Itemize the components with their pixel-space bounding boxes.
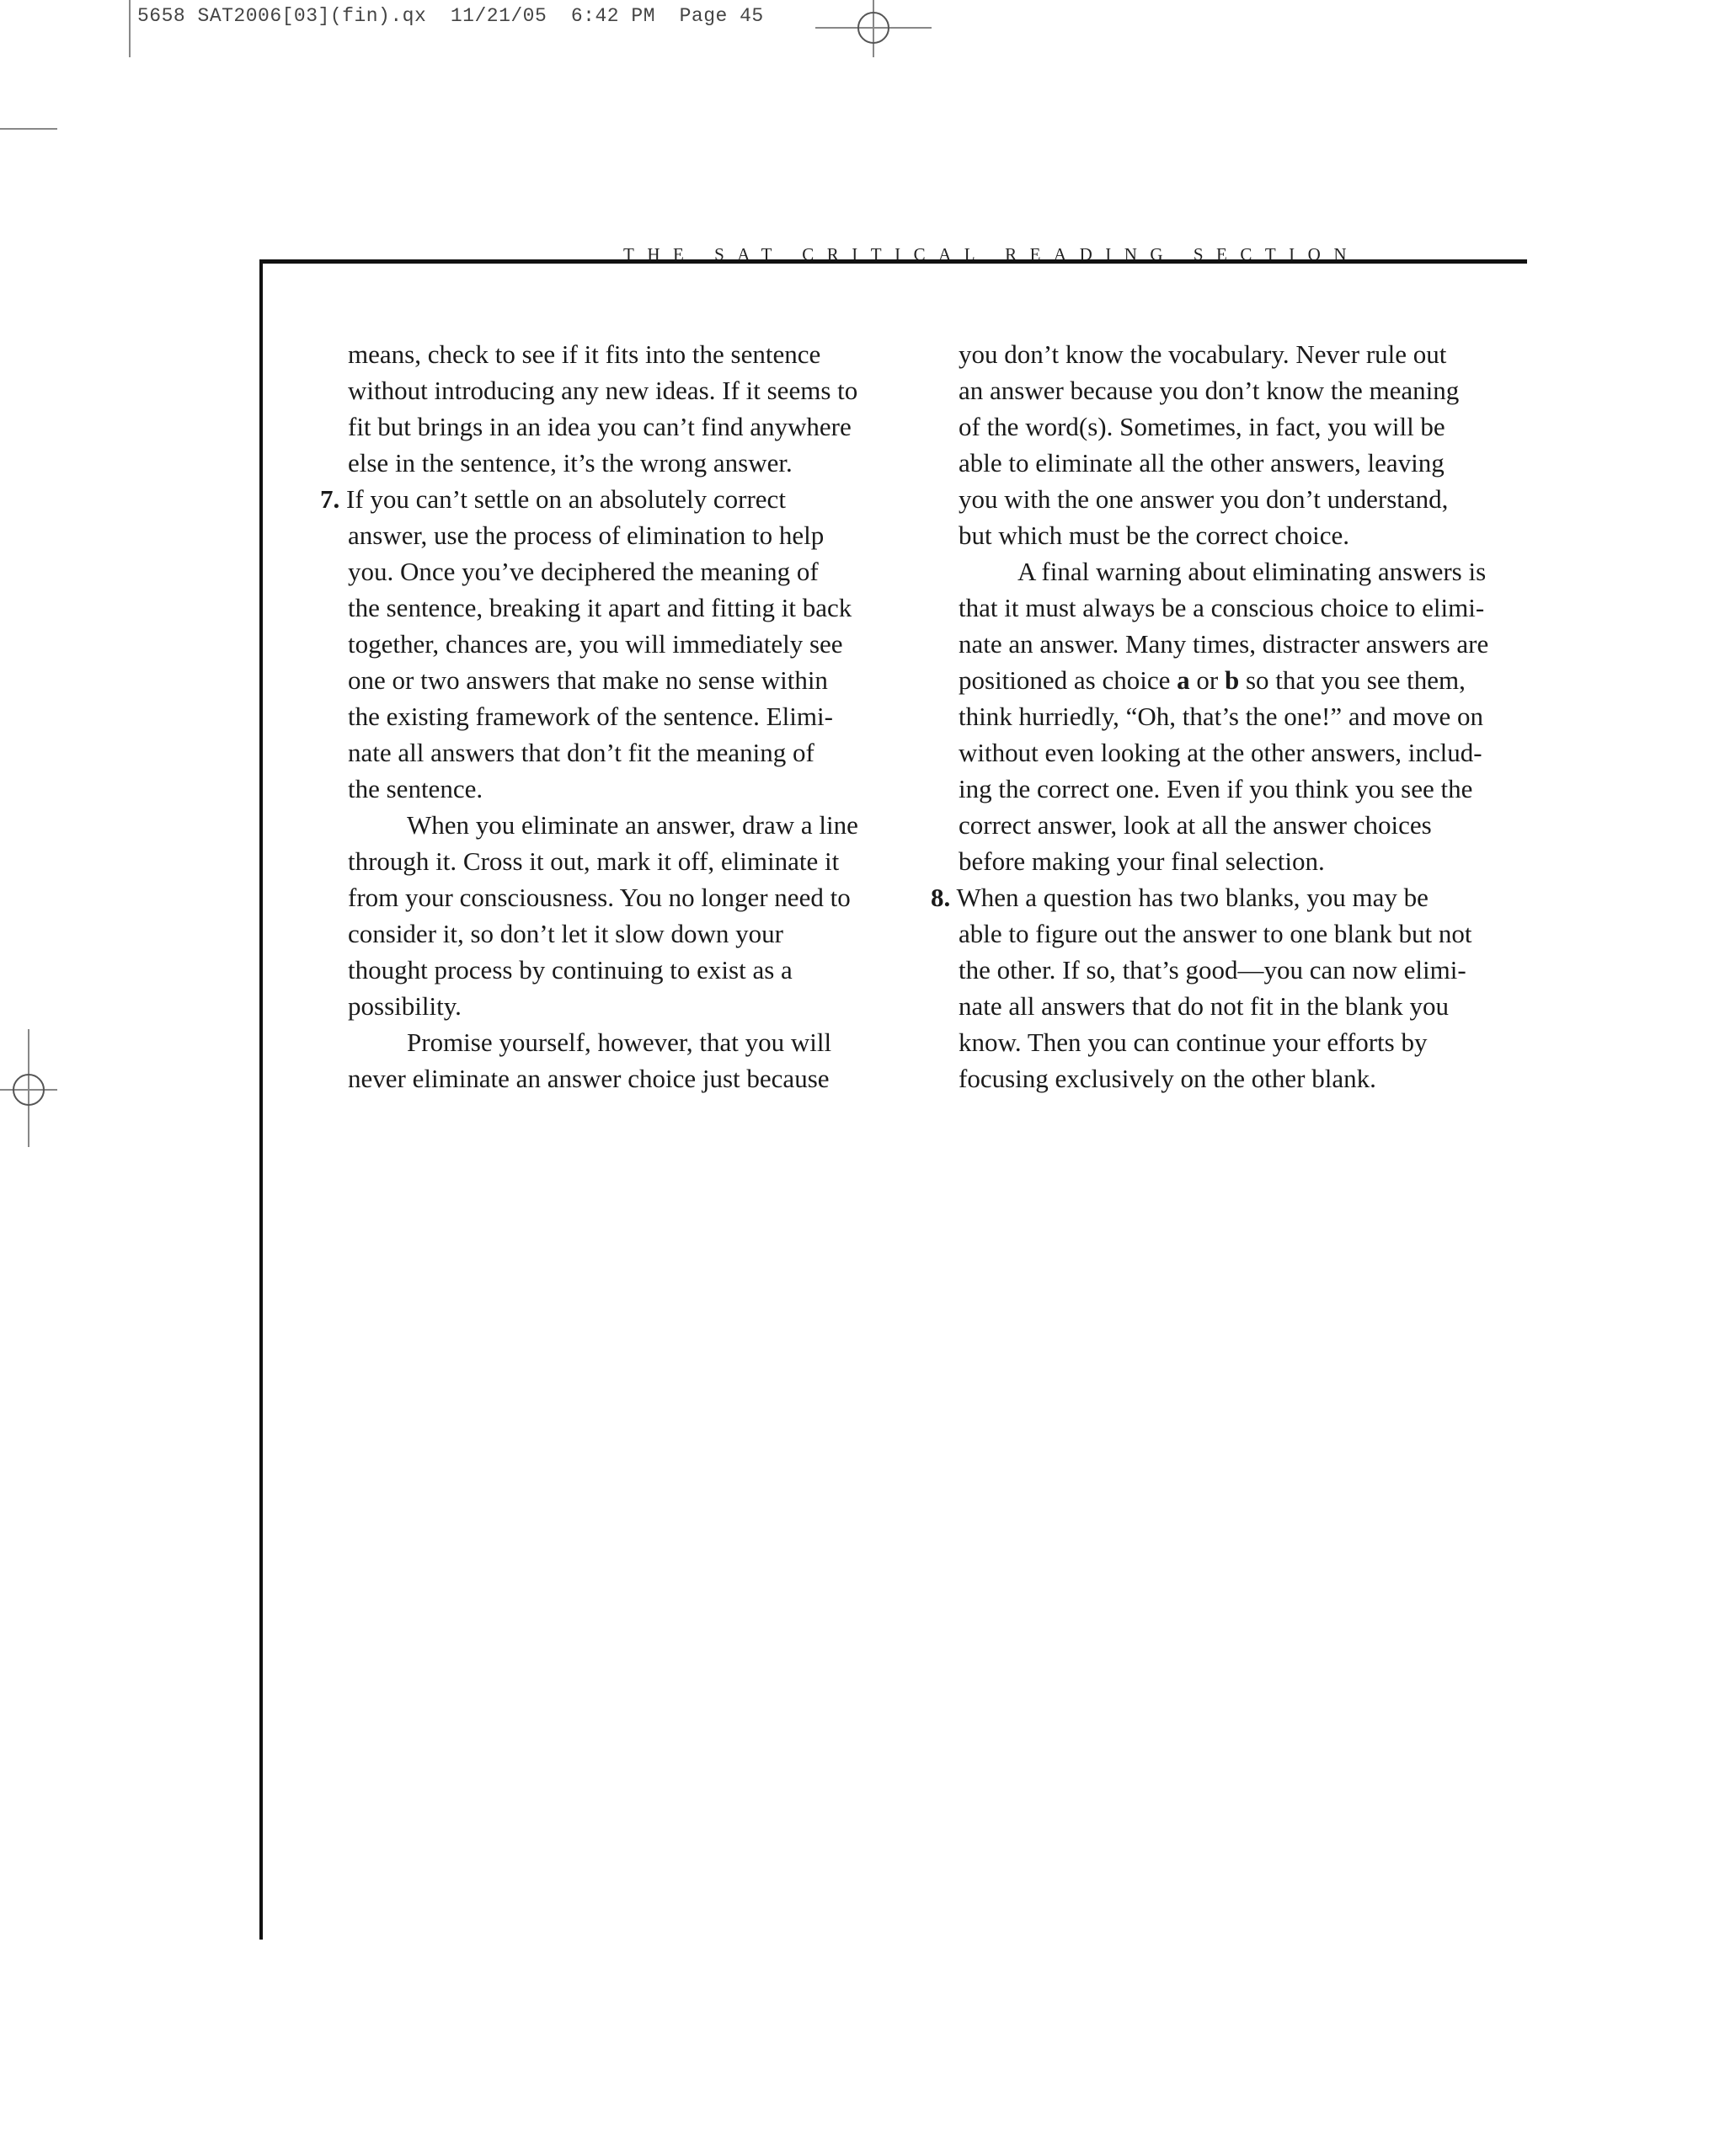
text-fragment: positioned as choice bbox=[959, 665, 1178, 695]
text-line: correct answer, look at all the answer choices bbox=[959, 810, 1432, 840]
text-line: know. Then you can continue your efforts by bbox=[959, 1027, 1428, 1057]
text-line: one or two answers that make no sense within bbox=[348, 665, 828, 695]
text-line: nate all answers that don’t fit the meaning of bbox=[348, 738, 814, 767]
text-line: before making your final selection. bbox=[959, 846, 1325, 876]
registration-mark-left-icon bbox=[13, 1074, 45, 1106]
list-item-number: 7. bbox=[320, 484, 340, 514]
left-margin-rule bbox=[259, 259, 263, 1940]
text-line: together, chances are, you will immediately see bbox=[348, 629, 843, 659]
text-line: without even looking at the other answers, includ- bbox=[959, 738, 1482, 767]
text-line: you. Once you’ve deciphered the meaning of bbox=[348, 557, 819, 586]
text-line: able to eliminate all the other answers, leaving bbox=[959, 448, 1445, 478]
text-line: nate all answers that do not fit in the blank you bbox=[959, 991, 1449, 1021]
text-fragment: so that you see them, bbox=[1239, 665, 1466, 695]
list-item-text: When a question has two blanks, you may be bbox=[950, 883, 1429, 912]
crop-mark-left-horizontal bbox=[0, 128, 57, 130]
list-item-text: If you can’t settle on an absolutely correct bbox=[339, 484, 786, 514]
text-line: the sentence. bbox=[348, 774, 483, 803]
text-line: you don’t know the vocabulary. Never rule out bbox=[959, 339, 1447, 369]
text-line: When you eliminate an answer, draw a line bbox=[407, 810, 858, 840]
text-line: an answer because you don’t know the meaning bbox=[959, 376, 1460, 405]
text-line: consider it, so don’t let it slow down your bbox=[348, 919, 783, 948]
answer-choice-letter: b bbox=[1224, 665, 1240, 695]
text-line: the sentence, breaking it apart and fitting it back bbox=[348, 593, 852, 622]
text-line bbox=[931, 662, 1525, 698]
text-line: but which must be the correct choice. bbox=[959, 520, 1349, 550]
text-line: the other. If so, that’s good—you can now elimi- bbox=[959, 955, 1466, 985]
text-line: thought process by continuing to exist as a bbox=[348, 955, 793, 985]
text-line: means, check to see if it fits into the sentence bbox=[348, 339, 821, 369]
left-text-column bbox=[320, 336, 876, 1097]
text-line: A final warning about eliminating answers is bbox=[1017, 557, 1487, 586]
text-line: else in the sentence, it’s the wrong answer. bbox=[348, 448, 793, 478]
text-line: fit but brings in an idea you can’t find anywhere bbox=[348, 412, 852, 441]
text-line: focusing exclusively on the other blank. bbox=[959, 1064, 1376, 1093]
registration-mark-top-icon bbox=[857, 12, 889, 44]
printer-slug: 5658 SAT2006[03](fin).qx 11/21/05 6:42 PM Page 45 bbox=[137, 5, 764, 27]
text-line: answer, use the process of elimination to help bbox=[348, 520, 825, 550]
text-line bbox=[320, 481, 876, 517]
text-line: able to figure out the answer to one blank but not bbox=[959, 919, 1472, 948]
text-line: nate an answer. Many times, distracter answers are bbox=[959, 629, 1489, 659]
text-line: the existing framework of the sentence. Elimi- bbox=[348, 702, 833, 731]
right-text-column bbox=[931, 336, 1525, 1097]
crop-mark-top-left-vertical bbox=[129, 0, 131, 57]
text-line: never eliminate an answer choice just because bbox=[348, 1064, 830, 1093]
list-item-number: 8. bbox=[931, 883, 951, 912]
text-line: ing the correct one. Even if you think you see the bbox=[959, 774, 1473, 803]
text-line: from your consciousness. You no longer need to bbox=[348, 883, 851, 912]
text-fragment: or bbox=[1189, 665, 1225, 695]
header-rule bbox=[259, 259, 1527, 264]
text-line: you with the one answer you don’t understand, bbox=[959, 484, 1449, 514]
running-header: THE SAT CRITICAL READING SECTION bbox=[623, 244, 1359, 259]
answer-choice-letter: a bbox=[1177, 665, 1190, 695]
text-line: possibility. bbox=[348, 991, 462, 1021]
text-line: of the word(s). Sometimes, in fact, you will be bbox=[959, 412, 1445, 441]
text-line: that it must always be a conscious choice to elimi- bbox=[959, 593, 1485, 622]
text-line: think hurriedly, “Oh, that’s the one!” and move on bbox=[959, 702, 1483, 731]
text-line bbox=[931, 879, 1525, 915]
text-line: through it. Cross it out, mark it off, eliminate it bbox=[348, 846, 840, 876]
text-line: without introducing any new ideas. If it seems to bbox=[348, 376, 858, 405]
text-line: Promise yourself, however, that you will bbox=[407, 1027, 832, 1057]
